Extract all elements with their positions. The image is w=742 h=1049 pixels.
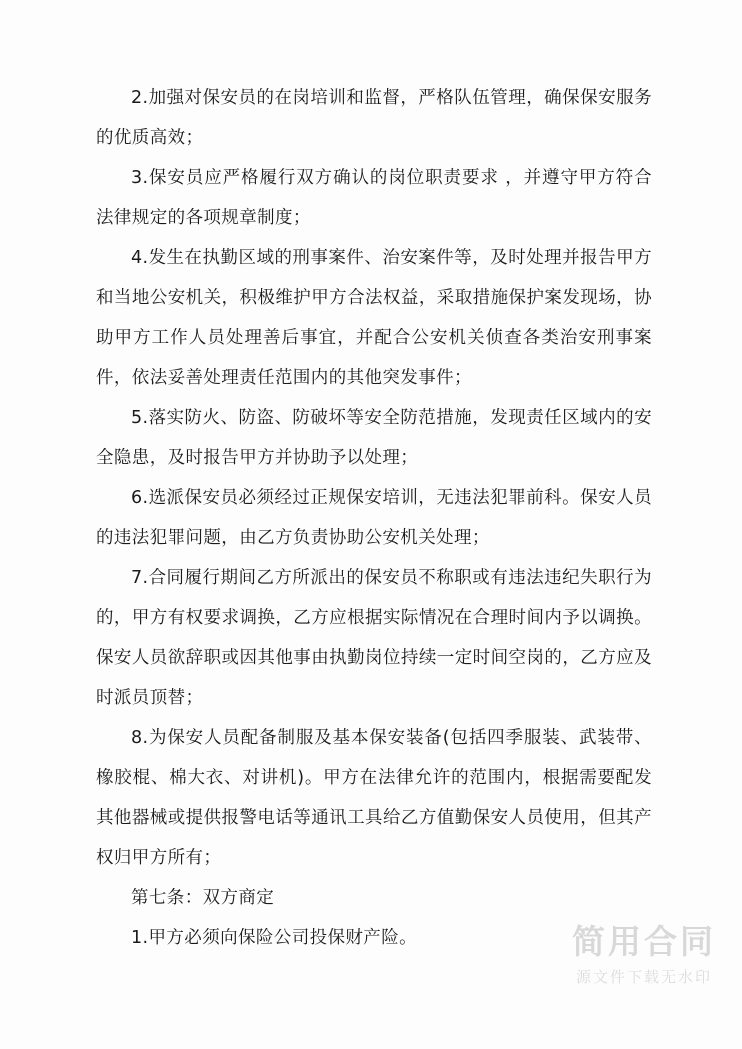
paragraph: 5.落实防火、防盗、防破坏等安全防范措施，发现责任区域内的安全隐患，及时报告甲方并协助予以处理； [96,408,652,468]
document-body [96,78,652,958]
watermark-subtitle: 源文件下载无水印 [575,968,712,986]
section-heading: 第七条：双方商定 [131,888,275,908]
paragraph: 8.为保安人员配备制服及基本保安装备(包括四季服装、武装带、橡胶棍、棉大衣、对讲机)。甲方在法律允许的范围内，根据需要配发其他器械或提供报警电话等通讯工具给乙方值勤保安人员使用，但其产权归甲方所有； [96,728,652,868]
paragraph: 2.加强对保安员的在岗培训和监督，严格队伍管理，确保保安服务的优质高效； [96,88,652,148]
paragraph: 3.保安员应严格履行双方确认的岗位职责要求 ，并遵守甲方符合法律规定的各项规章制度； [96,168,652,228]
paragraph: 6.选派保安员必须经过正规保安培训，无违法犯罪前科。保安人员的违法犯罪问题，由乙方负责协助公安机关处理； [96,488,652,548]
paragraph: 4.发生在执勤区域的刑事案件、治安案件等，及时处理并报告甲方和当地公安机关，积极维护甲方合法权益，采取措施保护案发现场，协助甲方工作人员处理善后事宜，并配合公安机关侦查各类治安刑事案件，依法妥善处理责任范围内的其他突发事件； [96,248,652,388]
watermark-title: 简用合同 [572,921,716,961]
watermark [572,921,716,987]
paragraph: 1.甲方必须向保险公司投保财产险。 [131,928,417,948]
paragraph: 7.合同履行期间乙方所派出的保安员不称职或有违法违纪失职行为的，甲方有权要求调换，乙方应根据实际情况在合理时间内予以调换。保安人员欲辞职或因其他事由执勤岗位持续一定时间空岗的，乙方应及时派员顶替； [96,568,652,708]
